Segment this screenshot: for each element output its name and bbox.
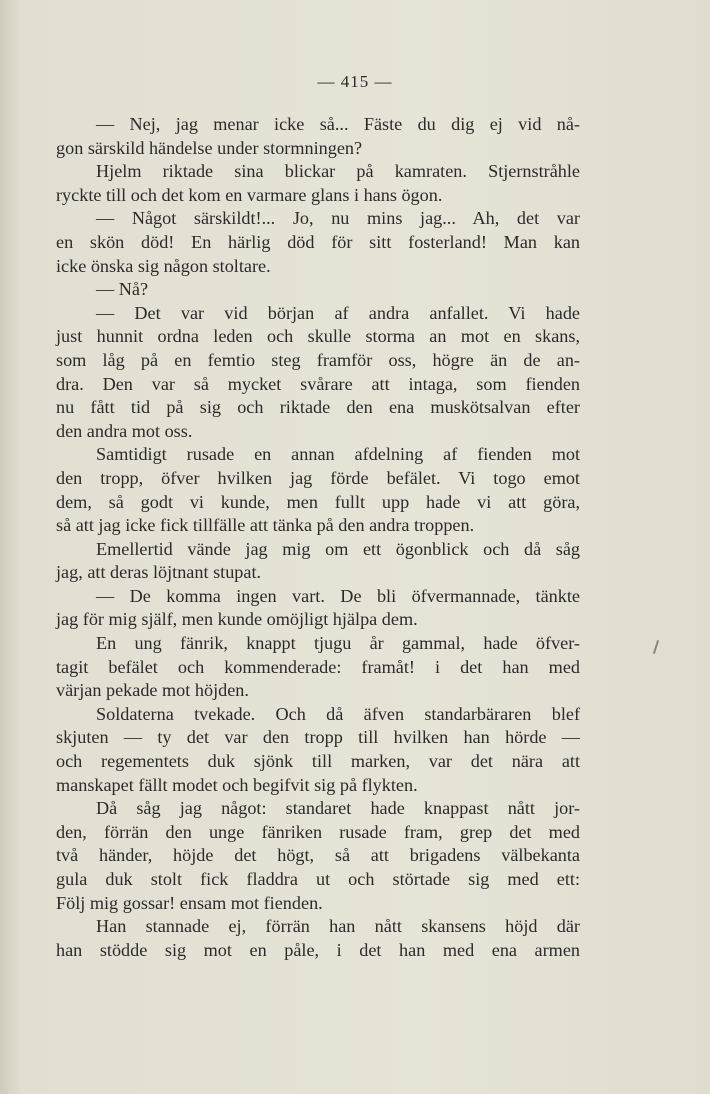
text-line: ryckte till och det kom en varmare glans i hans ögon. [56,184,443,205]
scan-speck [653,640,659,654]
paragraph [56,703,580,797]
paragraph [56,443,580,537]
text-line: Då såg jag något: standaret hade knappast nått jor- [96,798,580,819]
text-line: en skön död! En härlig död för sitt fosterland! Man kan [56,231,580,252]
paragraph [56,160,580,207]
text-line: Han stannade ej, förrän han nått skansens höjd där [96,916,580,937]
text-line: dem, så godt vi kunde, men fullt upp hade vi att göra, [56,491,580,512]
text-line: den andra mot oss. [56,420,193,441]
text-line: gon särskild händelse under stormningen? [56,137,363,158]
page-text [56,113,580,962]
text-line: han stödde sig mot en påle, i det han med ena armen [56,939,580,960]
text-line: gula duk stolt fick fladdra ut och störtade sig med ett: [56,869,580,889]
page-number: — 415 — [317,72,393,91]
paragraph [56,915,580,962]
text-line: just hunnit ordna leden och skulle storma an mot en skans, [56,326,580,347]
text-line: En ung fänrik, knappt tjugu år gammal, hade öfver- [96,633,580,654]
text-line: så att jag icke fick tillfälle att tänka på den andra troppen. [56,515,475,536]
paragraph [56,632,580,703]
text-line: Samtidigt rusade en annan afdelning af fienden mot [96,444,580,465]
text-line: Hjelm riktade sina blickar på kamraten. Stjernstråhle [96,161,580,182]
text-line: dra. Den var så mycket svårare att intaga, som fienden [56,373,580,394]
paragraph [56,797,580,915]
text-line: manskapet fällt modet och begifvit sig på flykten. [56,774,418,795]
text-line: icke önska sig någon stoltare. [56,255,271,276]
paragraph [56,302,580,444]
text-line: Emellertid vände jag mig om ett ögonblick och då såg [96,538,580,559]
text-line: — De komma ingen vart. De bli öfvermannade, tänkte [96,585,580,606]
text-line: jag, att deras löjtnant stupat. [56,562,262,583]
text-line: som låg på en femtio steg framför oss, högre än de an- [56,349,580,370]
text-line: — Nej, jag menar icke så... Fäste du dig ej vid nå- [96,114,580,134]
text-line: Följ mig gossar! ensam mot fienden. [56,892,323,913]
text-line: och regementets duk sjönk till marken, var det nära att [56,751,580,772]
paragraph [56,207,580,278]
text-line: värjan pekade mot höjden. [56,680,249,701]
text-line: — Något särskildt!... Jo, nu mins jag... Ah, det var [96,208,580,229]
paragraph [56,538,580,585]
paragraph [56,585,580,632]
text-line: — Det var vid början af andra anfallet. Vi hade [96,302,580,323]
text-line: två händer, höjde det högt, så att brigadens välbekanta [56,845,580,866]
text-line: — Nå? [96,279,149,300]
text-line: nu fått tid på sig och riktade den ena muskötsalvan efter [56,397,580,418]
paragraph [56,113,580,160]
text-line: den, förrän den unge fänriken rusade fram, grep det med [56,821,580,842]
text-line: skjuten — ty det var den tropp till hvilken han hörde — [56,727,580,748]
text-line: jag för mig själf, men kunde omöjligt hjälpa dem. [56,609,418,630]
text-line: den tropp, öfver hvilken jag förde befälet. Vi togo emot [56,467,580,488]
paragraph [56,278,580,302]
text-line: tagit befälet och kommenderade: framåt! i det han med [56,656,580,677]
text-line: Soldaterna tvekade. Och då äfven standarbäraren blef [96,703,580,724]
